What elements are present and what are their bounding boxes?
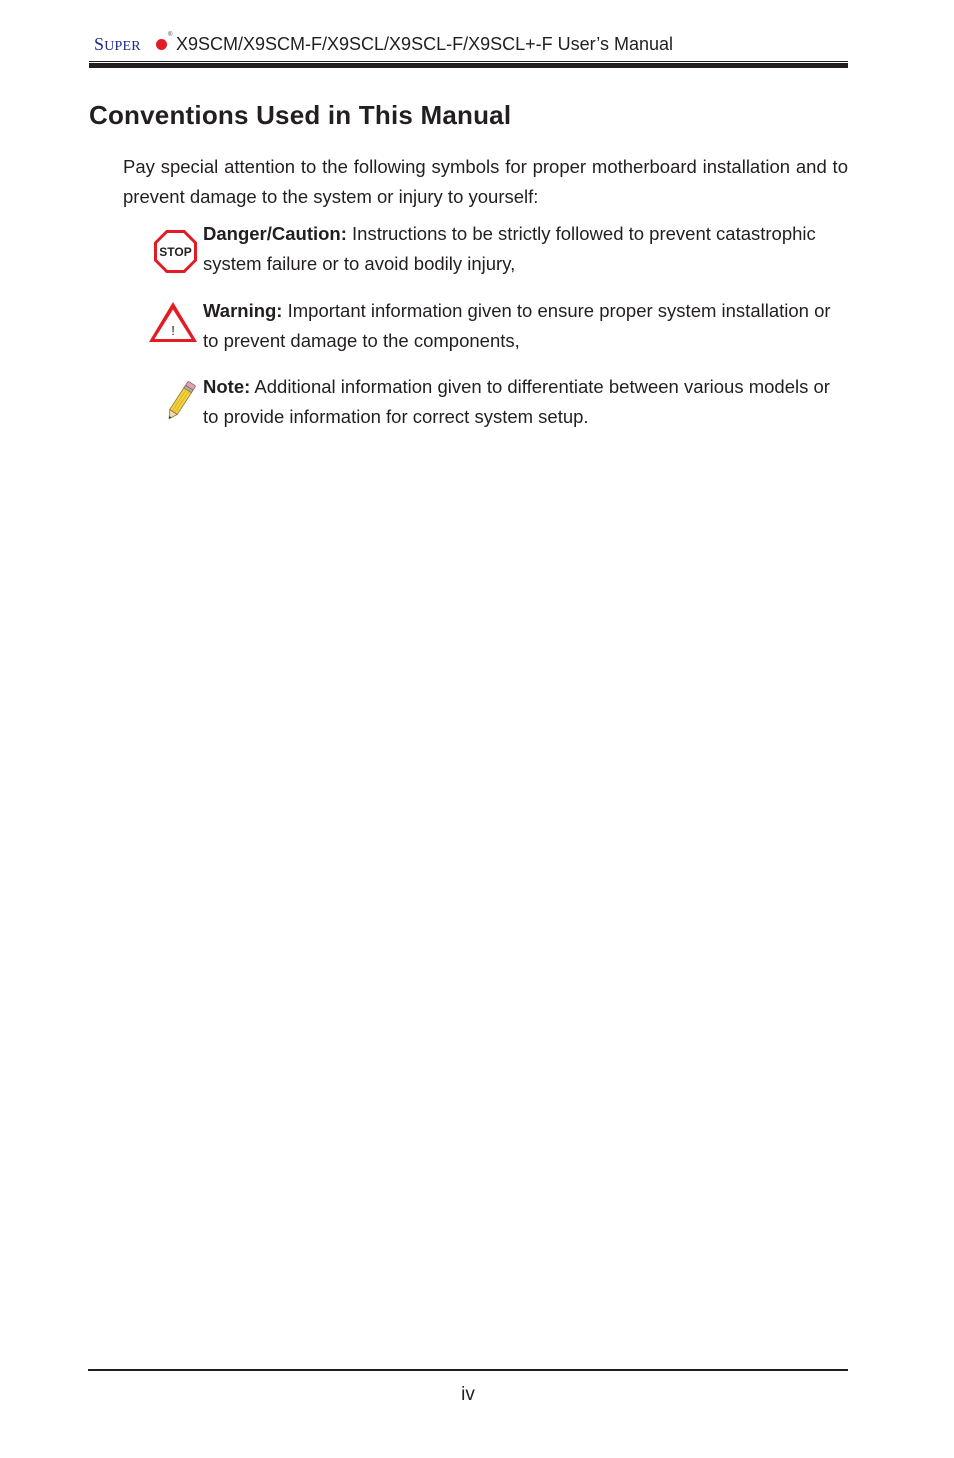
- header-rule-thin: [89, 61, 848, 62]
- footer-rule: [88, 1369, 848, 1371]
- danger-caution-item: [203, 219, 848, 278]
- intro-paragraph: Pay special attention to the following symbols for proper motherboard installation and to prevent damage to the system or injury to yourself:: [123, 156, 848, 207]
- logo-rest-letters: UPER: [104, 39, 141, 54]
- page-header: [89, 30, 848, 70]
- warning-icon-mark: !: [171, 323, 175, 338]
- logo-cap-letter: S: [94, 34, 105, 54]
- logo-dot-icon: [156, 39, 167, 50]
- manual-title: X9SCM/X9SCM-F/X9SCL/X9SCL-F/X9SCL+-F User’s Manual: [176, 34, 673, 54]
- page-number: iv: [461, 1384, 475, 1405]
- danger-caution-label: Danger/Caution:: [203, 223, 347, 244]
- note-text: Additional information given to differentiate between various models or to provide information for correct system setup.: [203, 376, 830, 427]
- danger-caution-text: Instructions to be strictly followed to prevent catastrophic system failure or to avoid bodily injury,: [203, 223, 816, 274]
- note-item: [203, 372, 848, 431]
- header-rule-thick: [89, 63, 848, 68]
- section-title: Conventions Used in This Manual: [89, 100, 512, 130]
- pencil-icon: [164, 380, 196, 424]
- warning-icon: [147, 300, 199, 344]
- stop-icon-label: STOP: [159, 245, 192, 259]
- registered-mark-icon: ®: [168, 32, 173, 38]
- supermicro-logo: [94, 34, 141, 55]
- warning-text: Important information given to ensure proper system installation or to prevent damage to the components,: [203, 300, 831, 351]
- warning-item: [203, 296, 848, 355]
- stop-icon: [153, 229, 198, 274]
- warning-label: Warning:: [203, 300, 283, 321]
- note-label: Note:: [203, 376, 251, 397]
